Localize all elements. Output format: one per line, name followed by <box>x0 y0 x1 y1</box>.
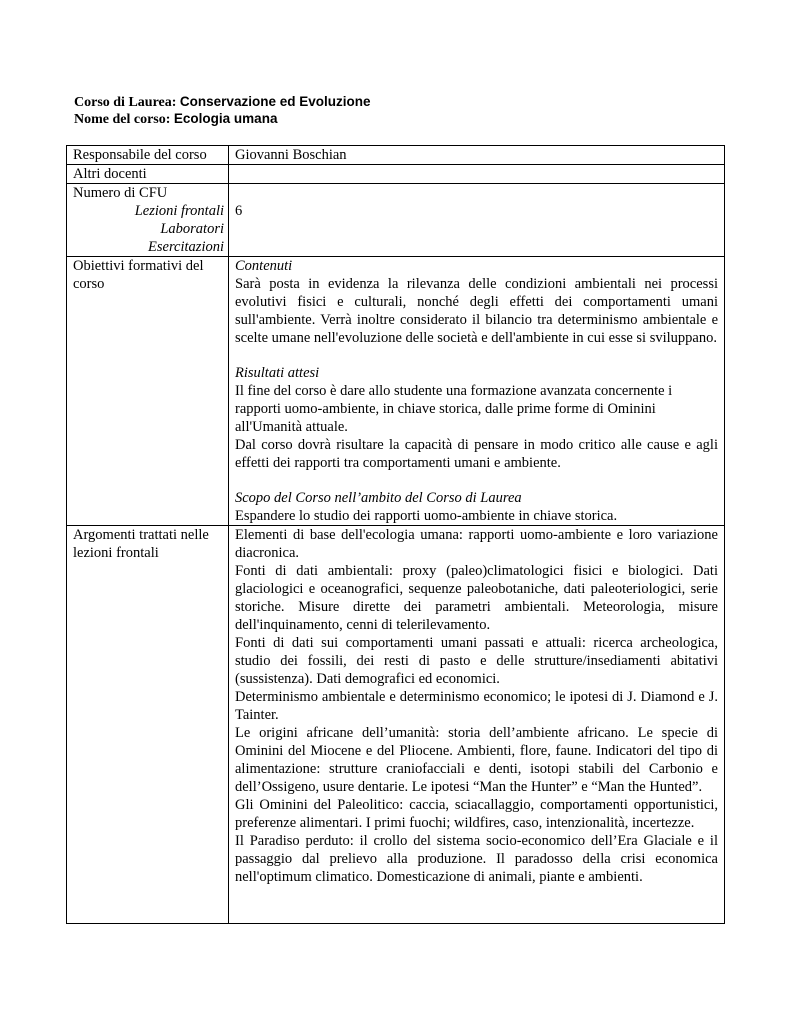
obiettivi-label: Obiettivi formativi del corso <box>67 257 229 526</box>
course-label: Nome del corso: <box>74 112 171 127</box>
cfu-label: Numero di CFU <box>73 185 168 201</box>
lezioni-frontali-label: Lezioni frontali <box>134 203 224 219</box>
contenuti-text: Sarà posta in evidenza la rilevanza delle condizioni ambientali nei processi evolutivi fisici e culturali, nonché degli effetti dei comportamenti umani sull'ambiente. Verrà inoltre considerato il bilancio tra determinismo ambientale e scelte umane nell'evoluzione delle società e dell'ambiente in cui esse si sviluppano. <box>235 276 718 346</box>
risultati-text-1: Il fine del corso è dare allo studente una formazione avanzata concernente i rapporti uomo-ambiente, in chiave storica, dalle prime forme di Ominini all'Umanità attuale. <box>235 383 673 435</box>
scopo-text: Espandere lo studio dei rapporti uomo-ambiente in chiave storica. <box>235 508 618 524</box>
degree-label: Corso di Laurea: <box>74 95 177 110</box>
row-altri-docenti <box>67 165 725 184</box>
argomenti-paragraph: Fonti di dati ambientali: proxy (paleo)climatologici fisici e biologici. Dati glaciologici e oceanografici, sequenze paleobotaniche, dati paleoteriologici, serie storiche. Misure dirette dei parametri ambientali. Meteorologia, misure dell'inquinamento, cenni di telerilevamento. <box>235 563 718 633</box>
esercitazioni-label: Esercitazioni <box>148 239 224 255</box>
argomenti-label: Argomenti trattati nelle lezioni frontali <box>67 526 229 924</box>
responsabile-label: Responsabile del corso <box>67 146 229 165</box>
risultati-text-2: Dal corso dovrà risultare la capacità di pensare in modo critico alle cause e agli effetti dei rapporti tra comportamenti umani e ambiente. <box>235 437 718 471</box>
degree-heading <box>74 93 370 111</box>
argomenti-paragraph: Gli Ominini del Paleolitico: caccia, sciacallaggio, comportamenti opportunistici, preferenze alimentari. I primi fuochi; wildfires, caso, intenzionalità, incertezze. <box>235 797 718 831</box>
obiettivi-content <box>229 257 725 526</box>
argomenti-text-area <box>235 526 718 923</box>
altri-docenti-value <box>229 165 725 184</box>
argomenti-paragraph: Determinismo ambientale e determinismo economico; le ipotesi di J. Diamond e J. Tainter. <box>235 689 718 723</box>
course-value: Ecologia umana <box>173 111 278 126</box>
altri-docenti-label: Altri docenti <box>67 165 229 184</box>
cfu-label-cell <box>67 184 229 257</box>
argomenti-paragraph: Il Paradiso perduto: il crollo del sistema socio-economico dell’Era Glaciale e il passaggio dal prelievo alla produzione. Il paradosso della crisi economica nell'optimum climatico. Domesticazione di animali, piante e ambienti. <box>235 833 718 885</box>
degree-value: Conservazione ed Evoluzione <box>179 94 371 109</box>
row-argomenti <box>67 526 725 924</box>
row-responsabile <box>67 146 725 165</box>
argomenti-content <box>229 526 725 924</box>
scopo-title: Scopo del Corso nell’ambito del Corso di Laurea <box>235 490 522 506</box>
risultati-title: Risultati attesi <box>235 365 320 381</box>
laboratori-label: Laboratori <box>160 221 224 237</box>
course-heading <box>74 110 277 128</box>
argomenti-paragraph: Le origini africane dell’umanità: storia dell’ambiente africano. Le specie di Ominini del Miocene e del Pliocene. Ambienti, flore, faune. Indicatori del tipo di alimentazione: strutture craniofacciali e denti, isotopi stabili del Carbonio e dell’Ossigeno, usure dentarie. Le ipotesi “Man the Hunter” e “Man the Hunted”. <box>235 725 718 795</box>
argomenti-paragraph: Elementi di base dell'ecologia umana: rapporti uomo-ambiente e loro variazione diacronica. <box>235 527 718 561</box>
cfu-value-cell <box>229 184 725 257</box>
row-obiettivi <box>67 257 725 526</box>
responsabile-value: Giovanni Boschian <box>229 146 725 165</box>
course-info-table <box>66 145 725 924</box>
contenuti-title: Contenuti <box>235 258 293 274</box>
argomenti-paragraph: Fonti di dati sui comportamenti umani passati e attuali: ricerca archeologica, studio dei fossili, dei resti di pasto e delle strutture/insediamenti abitativi (sussistenza). Dati demografici ed economici. <box>235 635 718 687</box>
lezioni-frontali-value: 6 <box>235 203 243 219</box>
row-cfu <box>67 184 725 257</box>
